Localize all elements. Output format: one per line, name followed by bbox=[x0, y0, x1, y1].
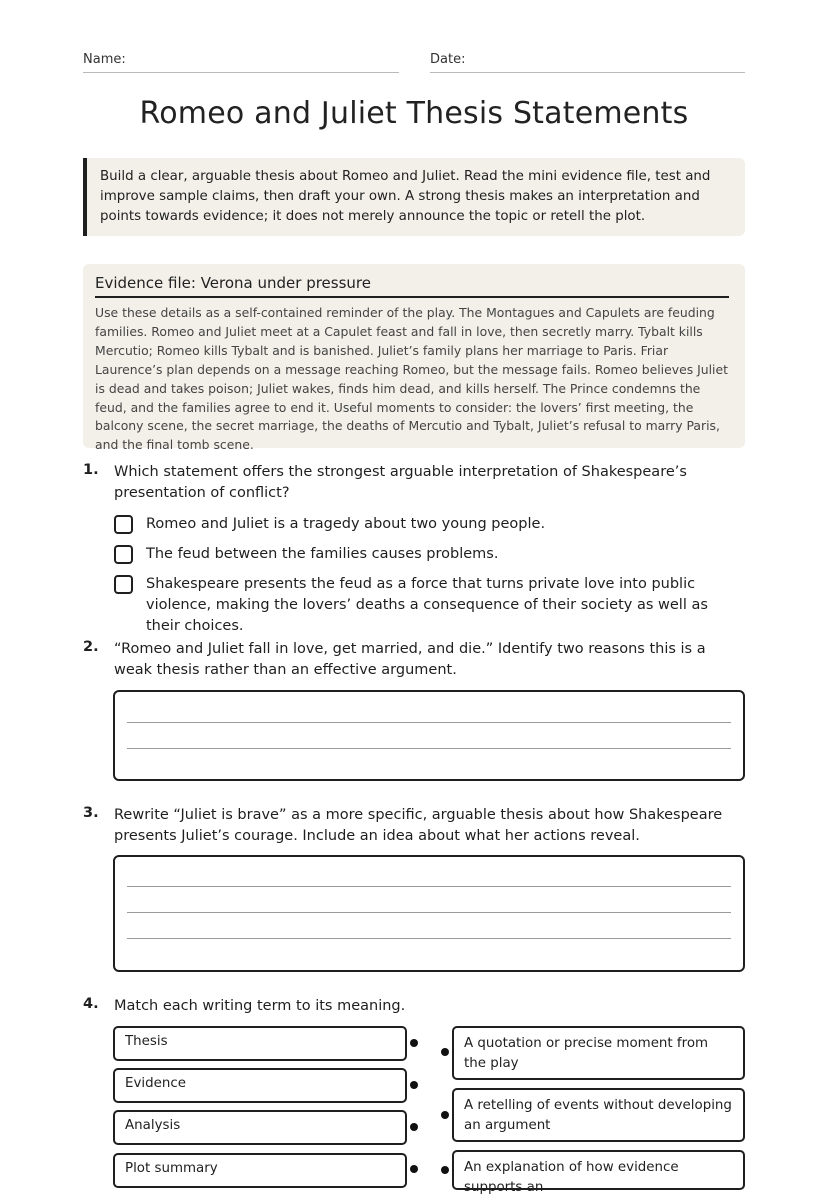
question-1-number: 1. bbox=[83, 462, 99, 478]
definition-1[interactable]: A quotation or precise moment from the play bbox=[452, 1026, 745, 1080]
evidence-box bbox=[83, 264, 745, 453]
intro-box: Build a clear, arguable thesis about Romeo and Juliet. Read the mini evidence file, test and improve sample claims, then draft your own. A strong thesis makes an interpretation and points towards evidence; it does not merely announce the topic or retell the plot. bbox=[83, 158, 745, 236]
question-1-text: Which statement offers the strongest arguable interpretation of Shakespeare’s presentation of conflict? bbox=[114, 464, 687, 501]
writing-line bbox=[127, 748, 731, 749]
page-title: Romeo and Juliet Thesis Statements bbox=[139, 96, 689, 131]
term-plot-summary-dot[interactable] bbox=[410, 1165, 418, 1173]
date-label: Date: bbox=[430, 52, 466, 67]
question-2-number: 2. bbox=[83, 639, 99, 655]
definition-3[interactable]: An explanation of how evidence supports an bbox=[452, 1150, 745, 1190]
question-4-number: 4. bbox=[83, 996, 99, 1012]
option-1-label: Romeo and Juliet is a tragedy about two young people. bbox=[146, 516, 546, 532]
name-label: Name: bbox=[83, 52, 126, 67]
writing-line bbox=[127, 722, 731, 723]
writing-line bbox=[127, 938, 731, 939]
option-1-checkbox[interactable] bbox=[114, 515, 133, 534]
definition-1-dot[interactable] bbox=[441, 1048, 449, 1056]
question-2-text: “Romeo and Juliet fall in love, get married, and die.” Identify two reasons this is a weak thesis rather than an effective argument. bbox=[114, 641, 706, 678]
term-plot-summary[interactable]: Plot summary bbox=[113, 1153, 407, 1188]
term-analysis[interactable]: Analysis bbox=[113, 1110, 407, 1145]
option-2-label: The feud between the families causes problems. bbox=[146, 546, 499, 562]
date-field[interactable] bbox=[430, 72, 745, 73]
definition-3-dot[interactable] bbox=[441, 1166, 449, 1174]
question-3-answer-box[interactable] bbox=[113, 855, 745, 972]
evidence-title: Evidence file: Verona under pressure bbox=[95, 274, 729, 298]
definition-2[interactable]: A retelling of events without developing an argument bbox=[452, 1088, 745, 1142]
option-3-checkbox[interactable] bbox=[114, 575, 133, 594]
option-3-label: Shakespeare presents the feud as a force that turns private love into public violence, making the lovers’ deaths a consequence of their society as well as their choices. bbox=[146, 576, 708, 634]
question-4-text: Match each writing term to its meaning. bbox=[114, 998, 406, 1014]
term-evidence[interactable]: Evidence bbox=[113, 1068, 407, 1103]
writing-line bbox=[127, 912, 731, 913]
question-2-answer-box[interactable] bbox=[113, 690, 745, 781]
writing-line bbox=[127, 886, 731, 887]
question-3-number: 3. bbox=[83, 805, 99, 821]
evidence-text: Use these details as a self-contained reminder of the play. The Montagues and Capulets are feuding families. Romeo and Juliet meet at a Capulet feast and fall in love, then secretly marry. Tybalt kills Mercutio; Romeo kills Tybalt and is banished. Juliet’s family plans her marriage to Paris. Friar Laurence’s plan depends on a message reaching Romeo, but the message fails. Romeo believes Juliet is dead and takes poison; Juliet wakes, finds him dead, and kills herself. The Prince condemns the feud, and the families agree to end it. Useful moments to consider: the lovers’ first meeting, the balcony scene, the secret marriage, the deaths of Mercutio and Tybalt, Juliet’s refusal to marry Paris, and the final tomb scene. bbox=[95, 305, 728, 453]
name-field[interactable] bbox=[83, 72, 399, 73]
term-analysis-dot[interactable] bbox=[410, 1123, 418, 1131]
term-evidence-dot[interactable] bbox=[410, 1081, 418, 1089]
question-3-text: Rewrite “Juliet is brave” as a more specific, arguable thesis about how Shakespeare presents Juliet’s courage. Include an idea about what her actions reveal. bbox=[114, 807, 723, 844]
term-thesis[interactable]: Thesis bbox=[113, 1026, 407, 1061]
definition-2-dot[interactable] bbox=[441, 1111, 449, 1119]
option-2-checkbox[interactable] bbox=[114, 545, 133, 564]
term-thesis-dot[interactable] bbox=[410, 1039, 418, 1047]
